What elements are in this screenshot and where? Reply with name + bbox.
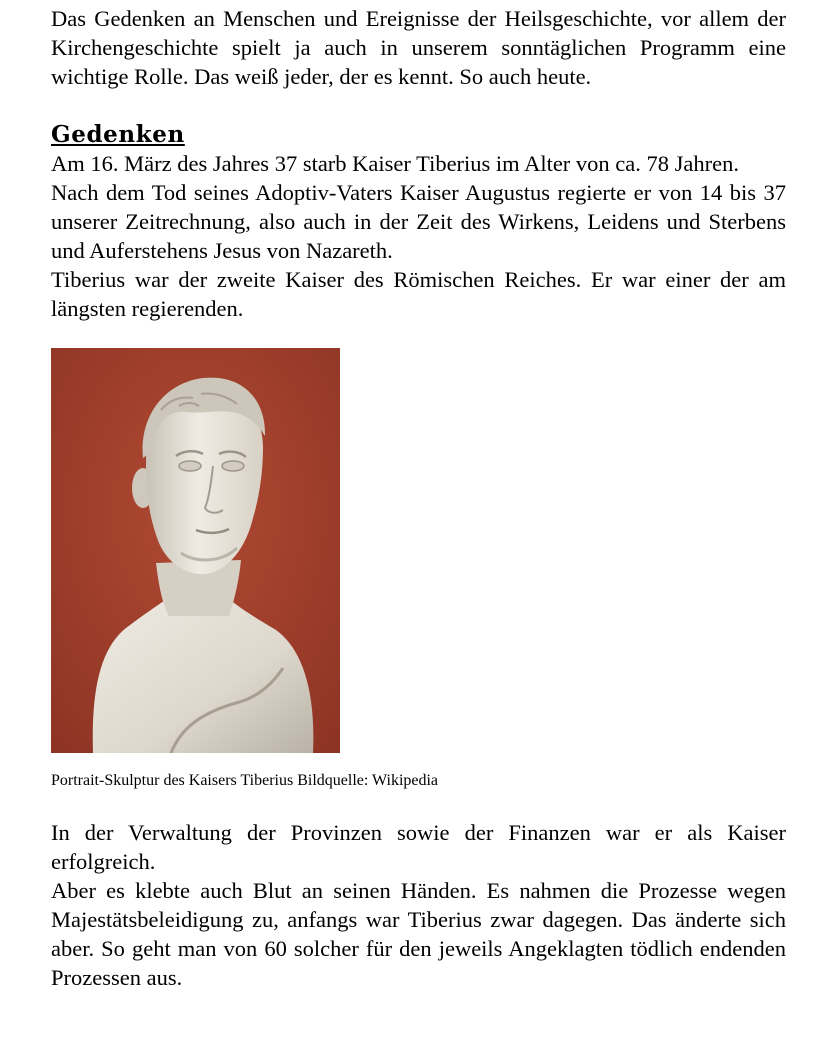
document-page (51, 4, 786, 992)
figure-caption: Portrait-Skulptur des Kaisers Tiberius Bildquelle: Wikipedia (51, 772, 439, 789)
body-paragraph: Aber es klebte auch Blut an seinen Händen. Es nahmen die Prozesse wegen Majestätsbeleidigung zu, anfangs war Tiberius zwar dagegen. Das änderte sich aber. So geht man von 60 solcher für den jeweils Angeklagten tödlich endenden Prozessen aus. (51, 878, 786, 990)
closing-section (51, 818, 786, 992)
section-heading: Gedenken (51, 121, 185, 148)
tiberius-bust-image (51, 348, 340, 753)
paragraph-spacer (51, 91, 786, 120)
body-paragraph: Nach dem Tod seines Adoptiv-Vaters Kaiser Augustus regierte er von 14 bis 37 unserer Zeitrechnung, also auch in der Zeit des Wirkens, Leidens und Sterbens und Auferstehens Jesus von Nazareth. (51, 180, 786, 263)
bust-left-eye (179, 461, 201, 471)
bust-sculpture-illustration (51, 348, 340, 753)
intro-paragraph: Das Gedenken an Menschen und Ereignisse der Heilsgeschichte, vor allem der Kirchengeschichte spielt ja auch in unserem sonntäglichen Programm eine wichtige Rolle. Das weiß jeder, der es kennt. So auch heute. (51, 6, 786, 89)
body-paragraph: Am 16. März des Jahres 37 starb Kaiser Tiberius im Alter von ca. 78 Jahren. (51, 151, 739, 176)
body-paragraph: Tiberius war der zweite Kaiser des Römischen Reiches. Er war einer der am längsten regierenden. (51, 267, 786, 321)
bust-right-eye (222, 461, 244, 471)
body-paragraph: In der Verwaltung der Provinzen sowie der Finanzen war er als Kaiser erfolgreich. (51, 820, 786, 874)
